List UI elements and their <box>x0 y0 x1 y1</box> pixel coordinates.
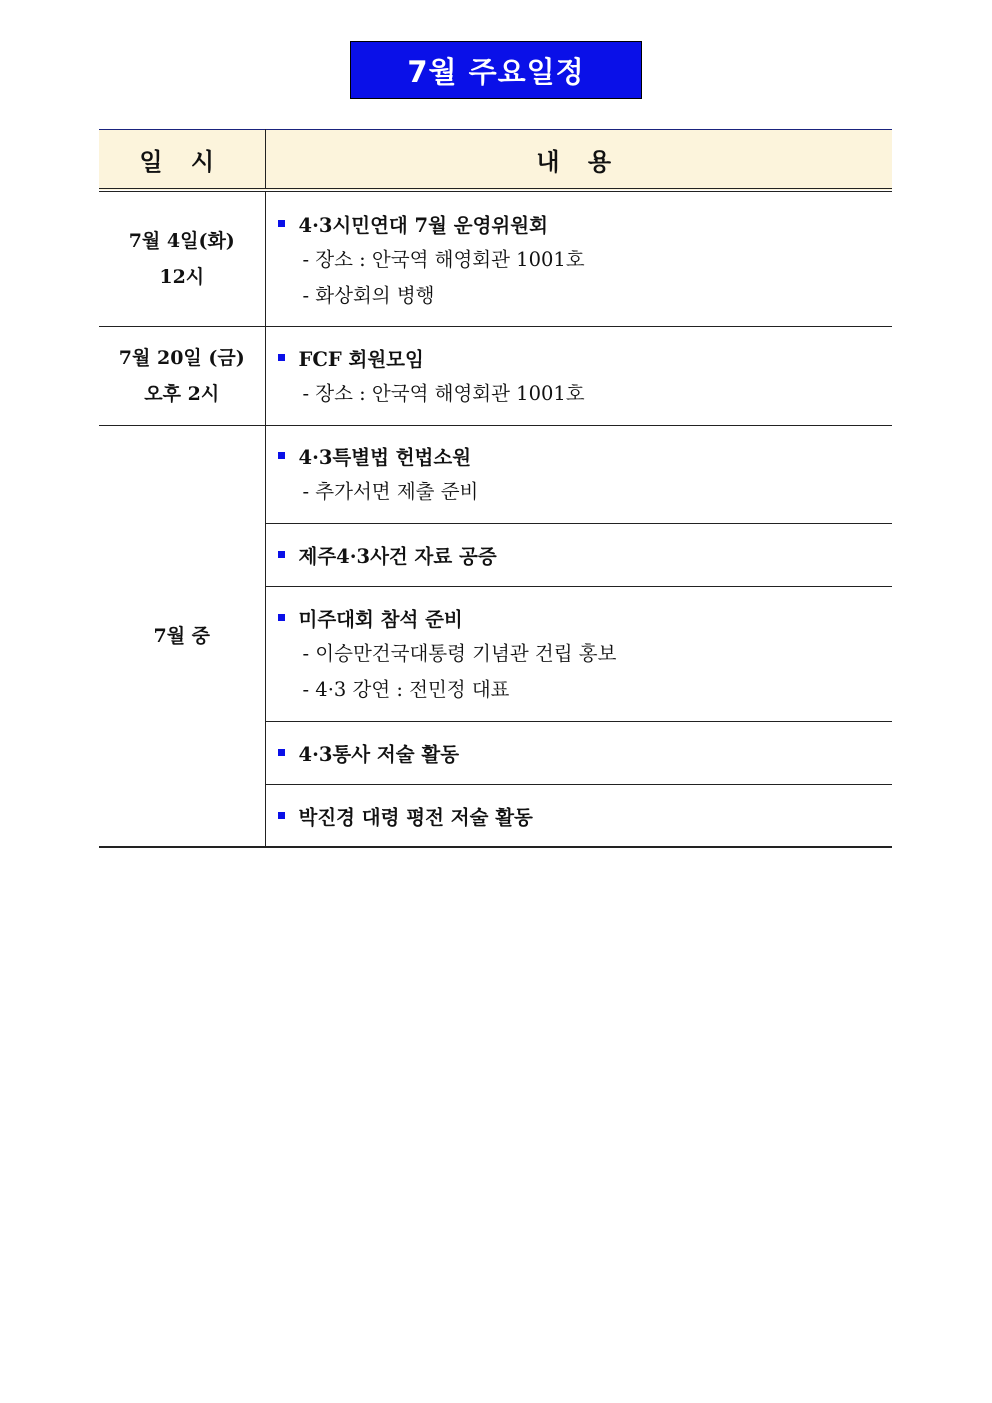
content-column-header: 내 용 <box>265 130 892 191</box>
item-title: FCF 회원모임 <box>298 348 424 371</box>
item-title: 박진경 대령 평전 저술 활동 <box>298 806 533 829</box>
table-row <box>99 426 892 524</box>
title-banner <box>350 41 642 99</box>
date-cell <box>99 426 265 848</box>
content-cell <box>265 722 892 785</box>
content-cell <box>265 190 892 327</box>
schedule-item <box>278 735 893 771</box>
item-detail: - 장소 : 안국역 해영회관 1001호 <box>302 382 585 405</box>
square-bullet-icon <box>278 614 285 621</box>
item-detail: - 이승만건국대통령 기념관 건립 홍보 <box>302 642 617 665</box>
item-title: 4·3특별법 헌법소원 <box>298 446 472 469</box>
square-bullet-icon <box>278 749 285 756</box>
square-bullet-icon <box>278 452 285 459</box>
schedule-item <box>278 206 893 242</box>
table-header-row <box>99 130 892 191</box>
date-line: 7월 4일(화) <box>128 230 235 252</box>
item-title: 4·3시민연대 7월 운영위원회 <box>298 214 548 237</box>
item-detail: - 장소 : 안국역 해영회관 1001호 <box>302 248 585 271</box>
table-row <box>99 327 892 426</box>
date-line: 7월 20일 (금) <box>118 347 245 369</box>
date-line: 오후 2시 <box>144 383 220 405</box>
content-cell <box>265 524 892 587</box>
content-cell <box>265 587 892 722</box>
schedule-item <box>278 438 893 474</box>
date-column-header: 일 시 <box>99 130 265 191</box>
square-bullet-icon <box>278 220 285 227</box>
schedule-item <box>278 340 893 376</box>
date-cell <box>99 327 265 426</box>
date-line: 12시 <box>159 266 205 288</box>
item-title: 미주대회 참석 준비 <box>298 608 463 631</box>
content-cell <box>265 785 892 848</box>
date-cell <box>99 190 265 327</box>
page-title: 7월 주요일정 <box>407 54 585 89</box>
content-cell <box>265 327 892 426</box>
content-cell <box>265 426 892 524</box>
schedule-item <box>278 600 893 636</box>
item-title: 4·3통사 저술 활동 <box>298 743 460 766</box>
schedule-item <box>278 537 893 573</box>
date-line: 7월 중 <box>153 625 211 647</box>
item-title: 제주4·3사건 자료 공증 <box>298 545 497 568</box>
item-detail: - 추가서면 제출 준비 <box>302 480 479 503</box>
item-detail: - 4·3 강연 : 전민정 대표 <box>302 678 510 701</box>
schedule-item <box>278 798 893 834</box>
square-bullet-icon <box>278 354 285 361</box>
square-bullet-icon <box>278 551 285 558</box>
table-row <box>99 190 892 327</box>
schedule-table <box>99 129 892 848</box>
item-detail: - 화상회의 병행 <box>302 284 435 307</box>
square-bullet-icon <box>278 812 285 819</box>
